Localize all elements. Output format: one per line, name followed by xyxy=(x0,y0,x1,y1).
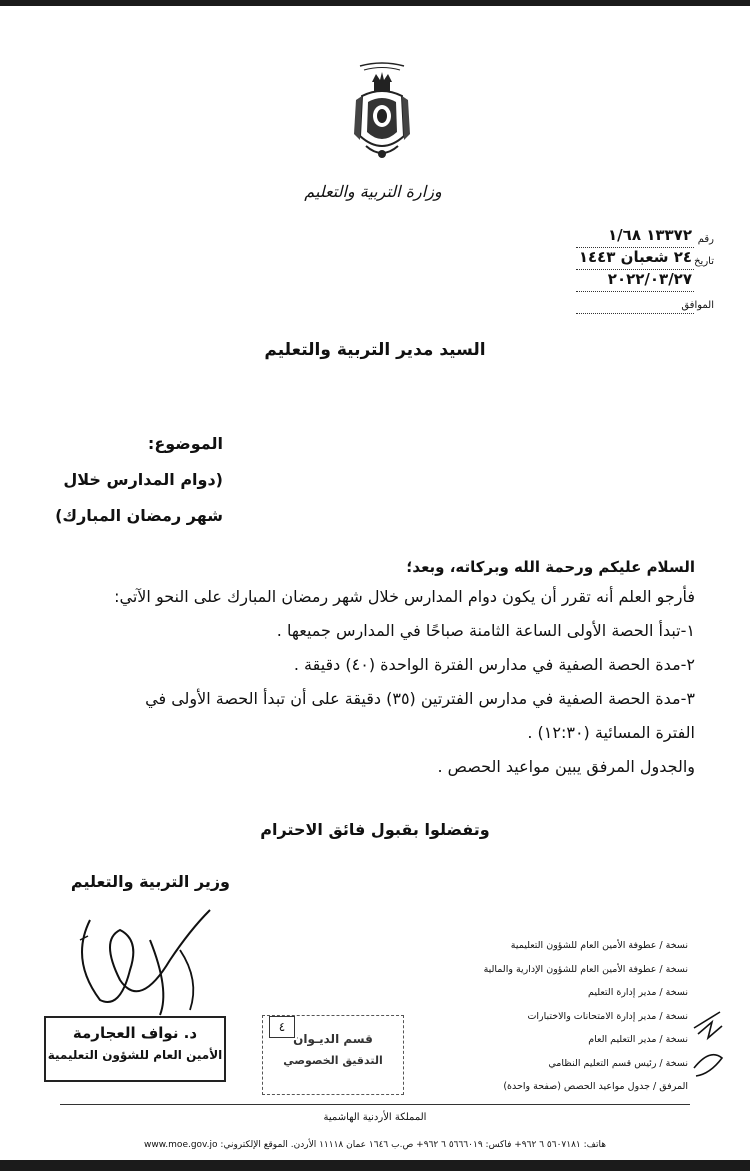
stamp-title: الأمين العام للشؤون التعليمية xyxy=(47,1048,223,1062)
department-stamp xyxy=(262,1015,404,1095)
signatory-stamp xyxy=(44,1016,226,1082)
ref-corresponding-row xyxy=(560,292,714,314)
ref-hijri-date-value: ٢٤ شعبان ١٤٤٣ xyxy=(578,248,692,266)
ministry-name: وزارة التربية والتعليم xyxy=(304,182,442,201)
body-item-2: ٢-مدة الحصة الصفية في مدارس الفترة الواحدة (٤٠) دقيقة . xyxy=(293,655,695,674)
copy-item: نسخة / عطوفة الأمين العام للشؤون التعليمية xyxy=(510,940,688,951)
bottom-edge xyxy=(0,1160,750,1171)
copy-item: نسخة / رئيس قسم التعليم النظامي xyxy=(548,1057,688,1069)
copy-item: نسخة / مدير إدارة التعليم xyxy=(588,987,688,998)
royal-crest-icon xyxy=(350,60,414,164)
ref-corresponding-label: الموافق xyxy=(681,300,714,311)
body-item-3b: الفترة المسائية (١٢:٣٠) . xyxy=(527,723,695,742)
footer-country: المملكة الأردنية الهاشمية xyxy=(323,1112,427,1123)
department-stamp-line-1: قسم الديـوان xyxy=(293,1032,373,1046)
attachment-note: والجدول المرفق يبين مواعيد الحصص . xyxy=(437,757,695,776)
ref-date-label: تاريخ xyxy=(694,256,714,267)
initials-scribble-icon xyxy=(690,1008,726,1084)
department-stamp-number: ٤ xyxy=(269,1016,295,1038)
subject-label: الموضوع: xyxy=(147,434,223,453)
footer-divider xyxy=(60,1104,690,1105)
body-item-3a: ٣-مدة الحصة الصفية في مدارس الفترتين (٣٥) دقيقة على أن تبدأ الحصة الأولى في xyxy=(145,689,695,708)
copy-item: نسخة / مدير التعليم العام xyxy=(588,1034,688,1045)
department-stamp-line-2: التدقيق الخصوصي xyxy=(283,1054,383,1067)
copies-list xyxy=(470,934,688,1099)
subject-line-2: شهر رمضان المبارك) xyxy=(55,506,223,525)
addressee: السيد مدير التربية والتعليم xyxy=(264,340,486,360)
letter-body xyxy=(60,554,695,784)
ref-hijri-date-row xyxy=(560,248,714,270)
greeting: السلام عليكم ورحمة الله وبركاته، وبعد؛ xyxy=(406,558,695,576)
ref-number-value: ١٣٣٧٢ ١/٦٨ xyxy=(608,226,692,244)
subject-block xyxy=(3,426,223,534)
copy-item: نسخة / عطوفة الأمين العام للشؤون الإدارية والمالية xyxy=(483,963,688,975)
closing-line: وتفضلوا بقبول فائق الاحترام xyxy=(260,820,490,839)
attachment-item: المرفق / جدول مواعيد الحصص (صفحة واحدة) xyxy=(503,1081,688,1092)
ref-gregorian-date-row xyxy=(560,270,710,292)
reference-block xyxy=(560,226,714,314)
footer-contact: هاتف: ٥٦٠٧١٨١ ٦ ٩٦٢+ فاكس: ٥٦٦٦٠١٩ ٦ ٩٦٢+ ص.ب ١٦٤٦ عمان ١١١١٨ الأردن. الموقع الإلكتروني: www.moe.gov.jo xyxy=(144,1140,606,1150)
top-edge xyxy=(0,0,750,6)
subject-line-1: (دوام المدارس خلال xyxy=(63,470,223,489)
stamp-name: د. نواف العجارمة xyxy=(72,1024,198,1042)
ref-number-row xyxy=(560,226,714,248)
ref-gregorian-date-value: ٢٠٢٢/٠٣/٢٧ xyxy=(607,270,692,288)
ref-number-label: رقم xyxy=(697,234,714,245)
signatory-title: وزير التربية والتعليم xyxy=(70,872,230,891)
handwritten-signature-icon xyxy=(60,900,230,1020)
body-intro: فأرجو العلم أنه تقرر أن يكون دوام المدارس خلال شهر رمضان المبارك على النحو الآتي: xyxy=(114,587,695,606)
copy-item: نسخة / مدير إدارة الامتحانات والاختبارات xyxy=(527,1010,688,1022)
body-item-1: ١-تبدأ الحصة الأولى الساعة الثامنة صباحًا في المدارس جميعها . xyxy=(276,621,695,640)
